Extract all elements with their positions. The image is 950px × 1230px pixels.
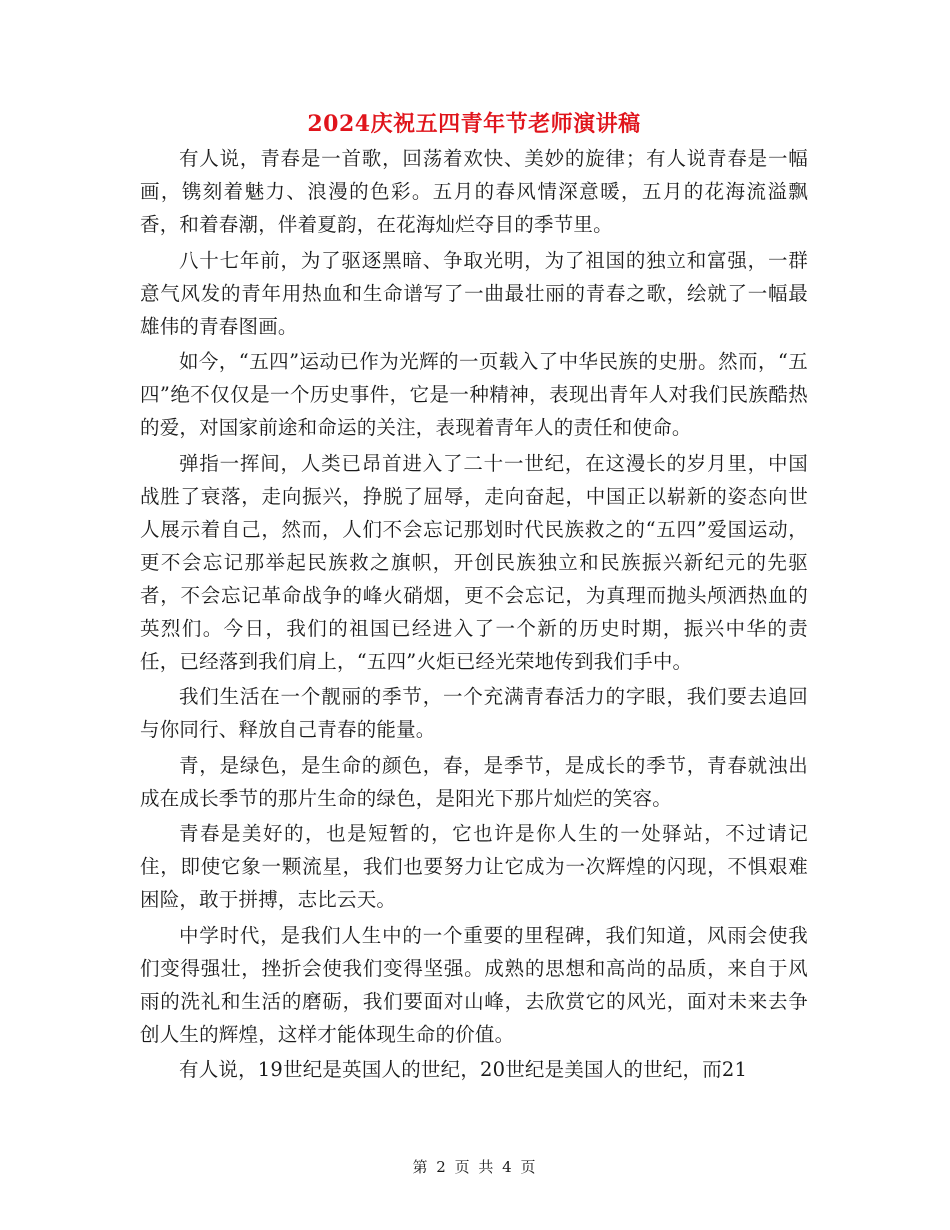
- paragraph-3: 如今，“五四”运动已作为光辉的一页载入了中华民族的史册。然而，“五四”绝不仅仅是一个历史事件，它是一种精神，表现出青年人对我们民族酷热的爱，对国家前途和命运的关注，表现着青年人的责任和使命。: [140, 350, 808, 439]
- document-title: 2024庆祝五四青年节老师演讲稿: [307, 111, 641, 137]
- paragraph-2: 八十七年前，为了驱逐黑暗、争取光明，为了祖国的独立和富强，一群意气风发的青年用热血和生命谱写了一曲最壮丽的青春之歌，绘就了一幅最雄伟的青春图画。: [140, 248, 808, 338]
- paragraph-5: 我们生活在一个靓丽的季节，一个充满青春活力的字眼，我们要去追回与你同行、释放自己青春的能量。: [140, 685, 808, 741]
- paragraph-1: 有人说，青春是一首歌，回荡着欢快、美妙的旋律；有人说青春是一幅画，镌刻着魅力、浪漫的色彩。五月的春风情深意暖，五月的花海流溢飘香，和着春潮，伴着夏韵，在花海灿烂夺目的季节里。: [140, 147, 808, 236]
- paragraph-7: 青春是美好的，也是短暂的，它也许是你人生的一处驿站，不过请记住，即使它象一颗流星，我们也要努力让它成为一次辉煌的闪现，不惧艰难困险，敢于拼搏，志比云天。: [140, 822, 808, 911]
- paragraph-6: 青，是绿色，是生命的颜色，春，是季节，是成长的季节，青春就浊出成在成长季节的那片生命的绿色，是阳光下那片灿烂的笑容。: [140, 753, 808, 810]
- paragraph-4: 弹指一挥间，人类已昂首进入了二十一世纪，在这漫长的岁月里，中国战胜了衰落，走向振兴，挣脱了屈辱，走向奋起，中国正以崭新的姿态向世人展示着自己，然而，人们不会忘记那划时代民族救之的“五四”爱国运动，更不会忘记那举起民族救之旗帜，开创民族独立和民族振兴新纪元的先驱者，不会忘记革命战争的峰火硝烟，更不会忘记，为真理而抛头颅洒热血的英烈们。今日，我们的祖国已经进入了一个新的历史时期，振兴中华的责任，已经落到我们肩上，“五四”火炬已经光荣地传到我们手中。: [140, 451, 808, 673]
- paragraph-9: 有人说，19世纪是英国人的世纪，20世纪是美国人的世纪，而21: [179, 1058, 748, 1081]
- paragraph-8: 中学时代，是我们人生中的一个重要的里程碑，我们知道，风雨会使我们变得强壮，挫折会使我们变得坚强。成熟的思想和高尚的品质，来自于风雨的洗礼和生活的磨砺，我们要面对山峰，去欣赏它的风光，面对未来去争创人生的辉煌，这样才能体现生命的价值。: [140, 923, 808, 1046]
- document-page: [140, 108, 808, 1089]
- page-footer: 第 2 页 共 4 页: [412, 1158, 538, 1176]
